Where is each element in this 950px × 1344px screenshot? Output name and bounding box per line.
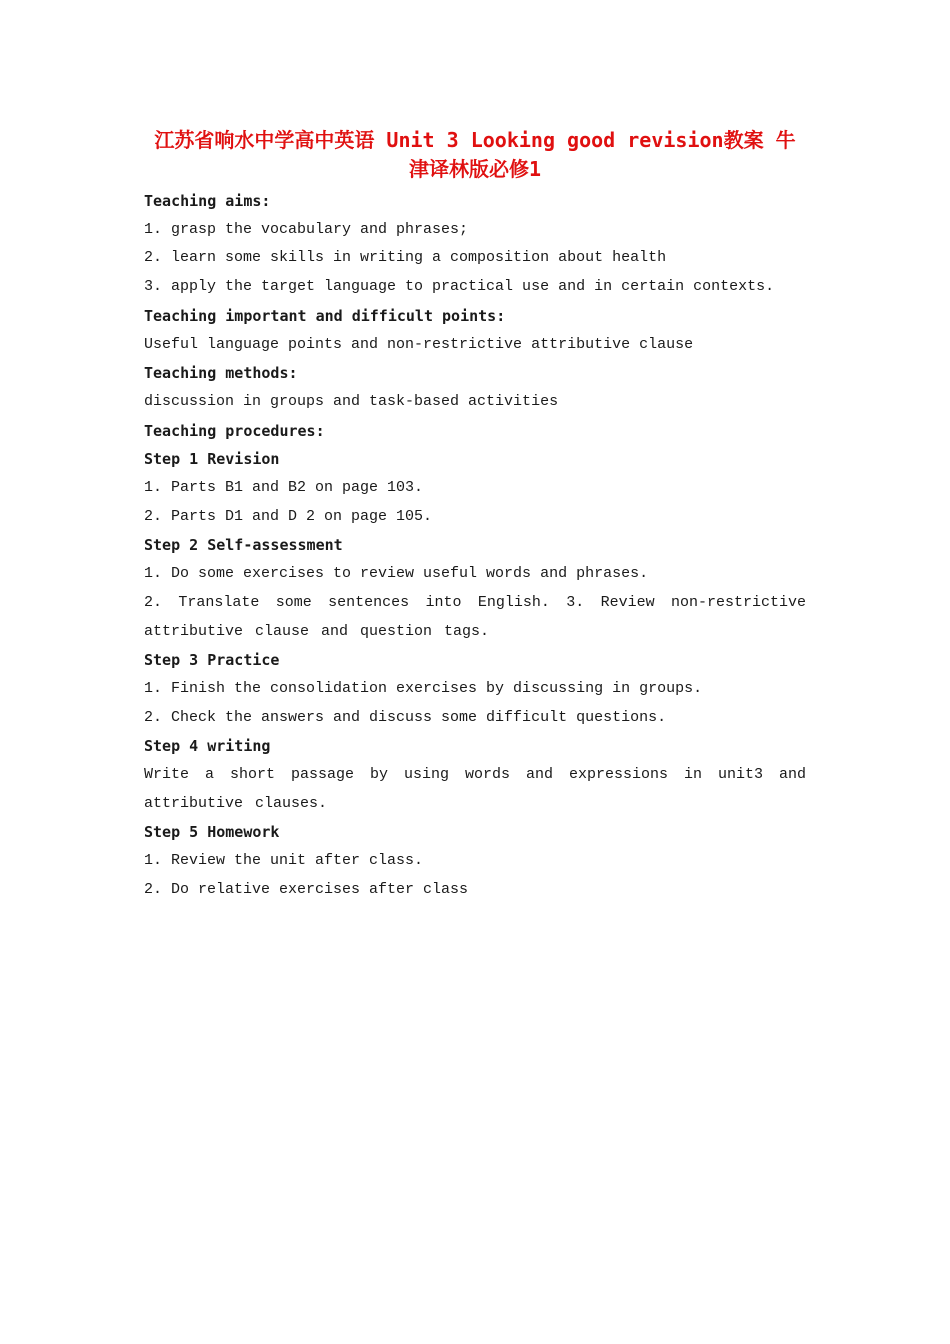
step-4-heading: Step 4 writing [144,737,271,756]
document-page [144,126,806,905]
step-2-heading: Step 2 Self-assessment [144,536,343,555]
title-line-1: 江苏省响水中学高中英语 Unit 3 Looking good revision教案 牛 [154,128,796,152]
points-text: Useful language points and non-restrictive attributive clause [144,335,694,353]
aims-item: 1. grasp the vocabulary and phrases; [144,220,469,238]
step-5-item: 2. Do relative exercises after class [144,880,469,898]
step-2-paragraph: 2. Translate some sentences into English. 3. Review non-restrictive attributive clause and question tags. [144,593,806,640]
step-3-heading: Step 3 Practice [144,651,280,670]
step-1-item: 1. Parts B1 and B2 on page 103. [144,479,424,497]
step-3-item: 1. Finish the consolidation exercises by discussing in groups. [144,679,703,697]
step-5-heading: Step 5 Homework [144,823,280,842]
methods-heading: Teaching methods: [144,364,298,383]
step-1-heading: Step 1 Revision [144,450,280,469]
methods-text: discussion in groups and task-based activities [144,392,559,410]
step-5-item: 1. Review the unit after class. [144,852,424,870]
aims-item: 2. learn some skills in writing a composition about health [144,249,667,267]
aims-item: 3. apply the target language to practical use and in certain contexts. [144,278,775,296]
step-4-paragraph: Write a short passage by using words and expressions in unit3 and attributive clauses. [144,766,806,812]
points-heading: Teaching important and difficult points: [144,306,506,325]
title-line-2: 津译林版必修1 [408,157,542,181]
procedures-heading: Teaching procedures: [144,421,325,440]
aims-heading: Teaching aims: [144,192,271,210]
step-2-item: 1. Do some exercises to review useful words and phrases. [144,565,649,583]
step-3-item: 2. Check the answers and discuss some difficult questions. [144,708,667,726]
document-title [134,126,816,184]
step-1-item: 2. Parts D1 and D 2 on page 105. [144,507,433,525]
